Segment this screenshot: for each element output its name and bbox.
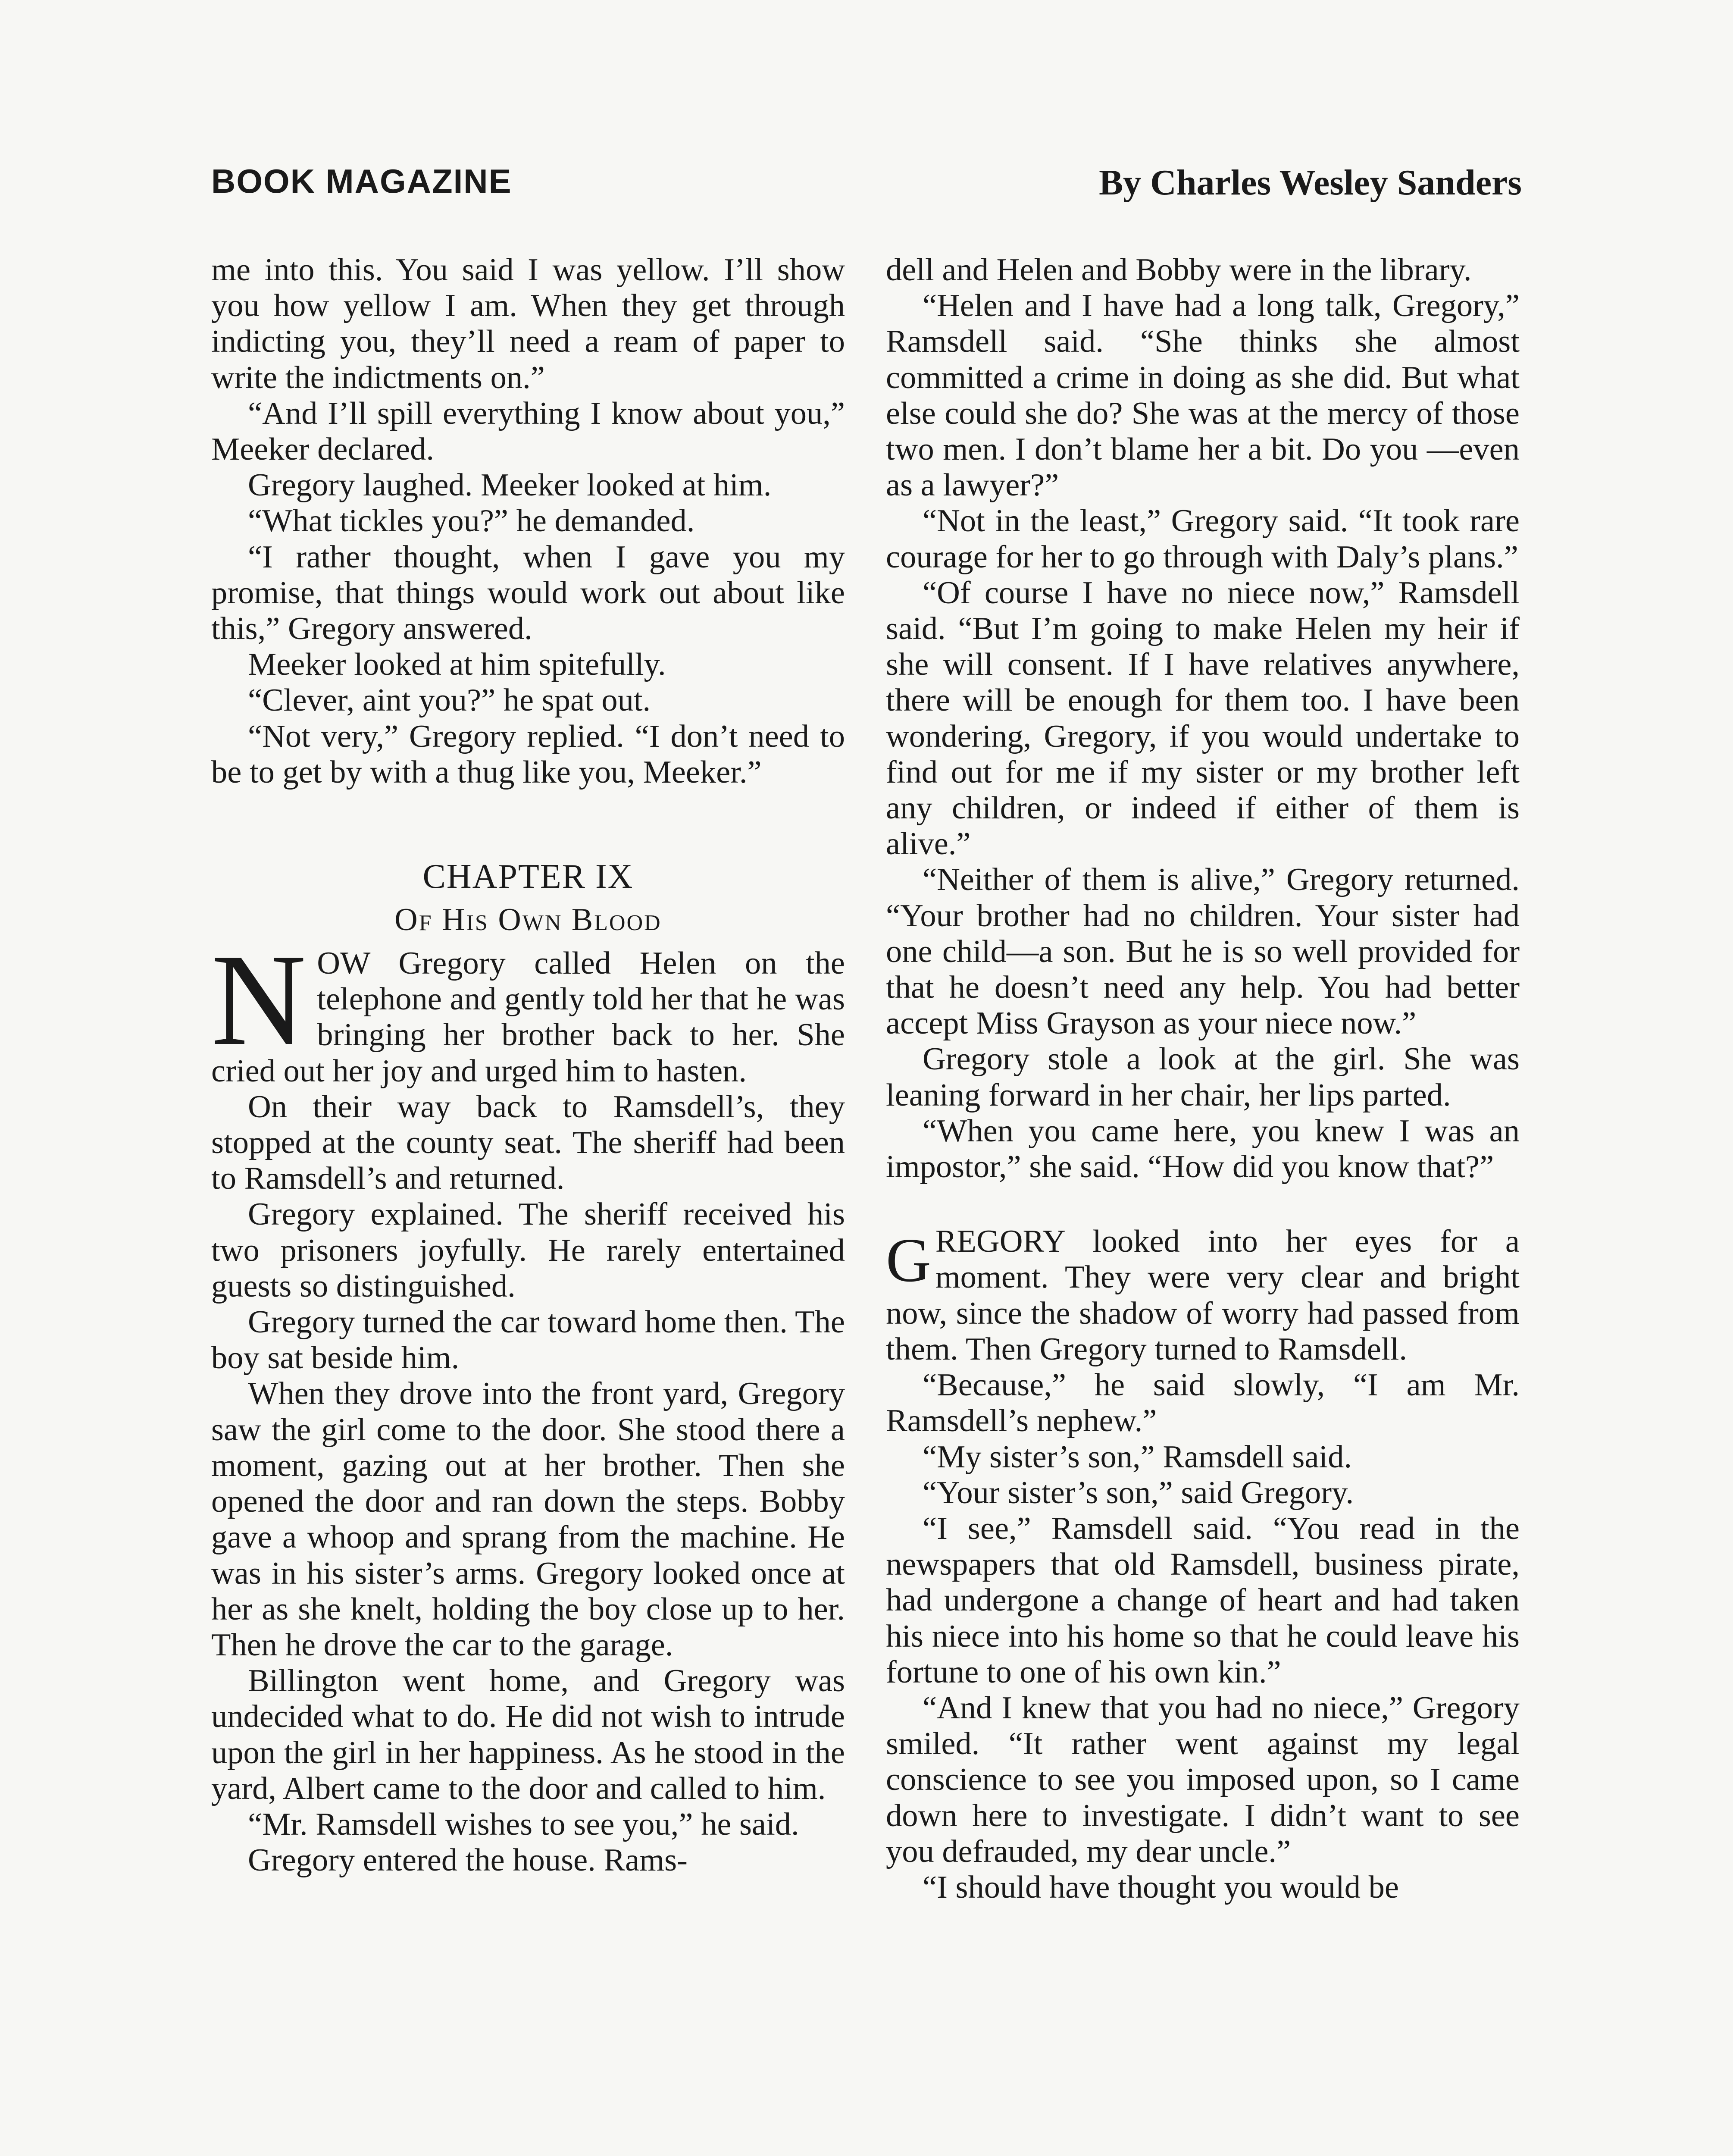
paragraph: “What tickles you?” he demanded. bbox=[248, 503, 695, 539]
paragraph: “And I knew that you had no niece,” Gregory smiled. “It rather went against my legal conscience to see you imposed upon, so I came down here to investigate. I didn’t want to see you defrauded, my dear uncle.” bbox=[886, 1690, 1520, 1869]
paragraph: “I see,” Ramsdell said. “You read in the newspapers that old Ramsdell, business pirate, had undergone a change of heart and had taken his niece into his home so that he could leave his fortune to one of his own kin.” bbox=[886, 1510, 1520, 1690]
drop-cap: N bbox=[211, 927, 307, 1073]
magazine-title: BOOK MAGAZINE bbox=[211, 162, 512, 200]
paragraph: “Not very,” Gregory replied. “I don’t need to be to get by with a thug like you, Meeker.” bbox=[211, 718, 845, 790]
paragraph-text: OW Gregory called Helen on the telephone and gently told her that he was bringing her brother back to her. She cried out her joy and urged him to hasten. bbox=[211, 946, 845, 1089]
paragraph: Gregory laughed. Meeker looked at him. bbox=[248, 467, 772, 503]
section-opening-paragraph bbox=[886, 1224, 1520, 1367]
paragraph: “Of course I have no niece now,” Ramsdell said. “But I’m going to make Helen my heir if she will consent. If I have relatives anywhere, there will be enough for them too. I have been wondering, Gregory, if you would undertake to find out for me if my sister or my brother left any children, or indeed if either of them is alive.” bbox=[886, 575, 1520, 862]
paragraph: “Clever, aint you?” he spat out. bbox=[248, 683, 651, 718]
paragraph: “And I’ll spill everything I know about you,” Meeker declared. bbox=[211, 395, 845, 467]
paragraph: “Neither of them is alive,” Gregory returned. “Your brother had no children. Your sister had one child—a son. But he is so well provided for that he doesn’t need any help. You had better accept Miss Grayson as your niece now.” bbox=[886, 862, 1520, 1041]
paragraph: Gregory explained. The sheriff received his two prisoners joyfully. He rarely entertained guests so distinguished. bbox=[211, 1197, 845, 1304]
paragraph: Gregory stole a look at the girl. She was leaning forward in her chair, her lips parted. bbox=[886, 1041, 1520, 1113]
chapter-heading bbox=[211, 855, 845, 941]
paragraph: Gregory turned the car toward home then. The boy sat beside him. bbox=[211, 1304, 845, 1376]
paragraph: When they drove into the front yard, Gregory saw the girl come to the door. She stood there a moment, gazing out at her brother. Then she opened the door and ran down the steps. Bobby gave a whoop and sprang from the machine. He was in his sister’s arms. Gregory looked once at her as she knelt, holding the boy close up to her. Then he drove the car to the garage. bbox=[211, 1376, 845, 1663]
paragraph: “Your sister’s son,” said Gregory. bbox=[923, 1475, 1354, 1510]
right-column bbox=[886, 252, 1520, 1905]
paragraph: On their way back to Ramsdell’s, they stopped at the county seat. The sheriff had been to Ramsdell’s and returned. bbox=[211, 1089, 845, 1197]
paragraph: me into this. You said I was yellow. I’ll show you how yellow I am. When they get through indicting you, they’ll need a ream of paper to write the indictments on.” bbox=[211, 252, 845, 395]
paragraph: Billington went home, and Gregory was undecided what to do. He did not wish to intrude upon the girl in her happiness. As he stood in the yard, Albert came to the door and called to him. bbox=[211, 1663, 845, 1806]
paragraph: “I should have thought you would be bbox=[923, 1869, 1399, 1905]
left-column bbox=[211, 252, 845, 1878]
paragraph: Gregory entered the house. Rams- bbox=[248, 1843, 688, 1878]
drop-cap: G bbox=[886, 1226, 931, 1295]
running-header bbox=[211, 162, 1522, 209]
paragraph: “Because,” he said slowly, “I am Mr. Ramsdell’s nephew.” bbox=[886, 1367, 1520, 1439]
paragraph-text: REGORY looked into her eyes for a moment. They were very clear and bright now, since the shadow of worry had passed from them. Then Gregory turned to Ramsdell. bbox=[886, 1224, 1520, 1367]
paragraph: “My sister’s son,” Ramsdell said. bbox=[923, 1439, 1352, 1475]
chapter-number: CHAPTER IX bbox=[422, 858, 634, 896]
author-byline: By Charles Wesley Sanders bbox=[1099, 163, 1522, 203]
paragraph: “Helen and I have had a long talk, Gregory,” Ramsdell said. “She thinks she almost committed a crime in doing as she did. But what else could she do? She was at the mercy of those two men. I don’t blame her a bit. Do you —even as a lawyer?” bbox=[886, 288, 1520, 503]
chapter-title: Of His Own Blood bbox=[394, 902, 662, 938]
section-break bbox=[886, 1185, 1520, 1224]
paragraph: Meeker looked at him spitefully. bbox=[248, 647, 666, 683]
paragraph: “When you came here, you knew I was an impostor,” she said. “How did you know that?” bbox=[886, 1113, 1520, 1185]
opening-paragraph bbox=[211, 927, 845, 1089]
paragraph: “Not in the least,” Gregory said. “It took rare courage for her to go through with Daly’s plans.” bbox=[886, 503, 1520, 575]
paragraph: “Mr. Ramsdell wishes to see you,” he said. bbox=[248, 1806, 799, 1842]
paragraph: dell and Helen and Bobby were in the library. bbox=[886, 252, 1472, 288]
paragraph: “I rather thought, when I gave you my promise, that things would work out about like this,” Gregory answered. bbox=[211, 539, 845, 647]
